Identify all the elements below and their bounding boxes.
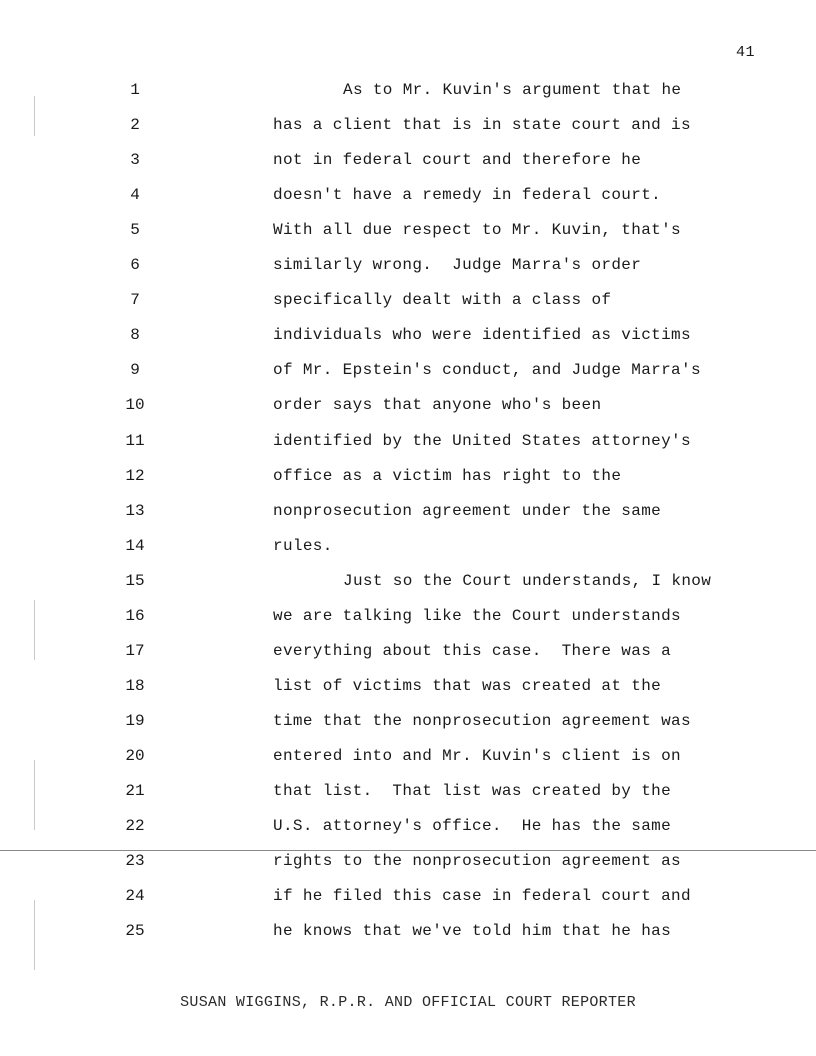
line-text: specifically dealt with a class of <box>273 291 612 310</box>
line-text: office as a victim has right to the <box>273 466 622 485</box>
line-number: 18 <box>125 676 145 695</box>
line-text: he knows that we've told him that he has <box>273 922 672 941</box>
transcript-line <box>0 571 816 606</box>
line-number: 9 <box>130 361 140 380</box>
line-text: we are talking like the Court understands <box>273 606 682 625</box>
line-number: 5 <box>130 221 140 240</box>
line-number: 21 <box>125 782 145 800</box>
line-number: 23 <box>125 852 145 871</box>
line-number: 1 <box>130 81 140 99</box>
line-text: As to Mr. Kuvin's argument that he <box>343 81 682 99</box>
transcript-line <box>0 150 816 185</box>
line-number: 16 <box>125 606 145 625</box>
transcript-line <box>0 641 816 676</box>
transcript-line <box>0 886 816 921</box>
transcript-line <box>0 921 816 956</box>
transcript-line <box>0 851 816 886</box>
transcript-line <box>0 676 816 711</box>
line-text: identified by the United States attorney's <box>273 431 691 450</box>
line-text: individuals who were identified as victims <box>273 326 691 345</box>
line-number: 7 <box>130 291 140 310</box>
transcript-line <box>0 781 816 816</box>
line-text: of Mr. Epstein's conduct, and Judge Marra's <box>273 361 701 380</box>
transcript-line <box>0 115 816 150</box>
line-number: 12 <box>125 466 145 485</box>
line-number: 19 <box>125 711 145 730</box>
transcript-line <box>0 290 816 325</box>
transcript-line <box>0 466 816 501</box>
line-number: 15 <box>125 571 145 590</box>
line-number: 25 <box>125 922 145 941</box>
transcript-line <box>0 395 816 430</box>
transcript-line <box>0 816 816 851</box>
transcript-line <box>0 606 816 641</box>
line-number: 14 <box>125 536 145 555</box>
line-text: doesn't have a remedy in federal court. <box>273 186 662 205</box>
line-text: has a client that is in state court and is <box>273 116 691 135</box>
line-text: rights to the nonprosecution agreement as <box>273 852 682 871</box>
line-number: 13 <box>125 501 145 520</box>
page-number: 41 <box>736 44 756 61</box>
line-text: list of victims that was created at the <box>273 676 662 695</box>
line-text: everything about this case. There was a <box>273 641 672 660</box>
page-divider-rule <box>0 850 816 851</box>
line-text: if he filed this case in federal court and <box>273 887 691 906</box>
line-number: 11 <box>125 431 145 450</box>
line-number: 24 <box>125 887 145 906</box>
line-text: Just so the Court understands, I know <box>343 571 712 590</box>
transcript-line <box>0 185 816 220</box>
line-text: that list. That list was created by the <box>273 782 672 800</box>
line-text: entered into and Mr. Kuvin's client is on <box>273 746 682 765</box>
transcript-line <box>0 431 816 466</box>
transcript-line <box>0 325 816 360</box>
line-text: time that the nonprosecution agreement was <box>273 711 691 730</box>
transcript-line <box>0 501 816 536</box>
transcript-line <box>0 746 816 781</box>
line-text: nonprosecution agreement under the same <box>273 501 662 520</box>
line-number: 10 <box>125 396 145 415</box>
line-number: 17 <box>125 641 145 660</box>
line-text: similarly wrong. Judge Marra's order <box>273 256 642 275</box>
court-reporter-footer: SUSAN WIGGINS, R.P.R. AND OFFICIAL COURT REPORTER <box>180 994 636 1011</box>
line-number: 8 <box>130 326 140 345</box>
line-text: U.S. attorney's office. He has the same <box>273 817 672 836</box>
line-number: 3 <box>130 151 140 170</box>
line-text: With all due respect to Mr. Kuvin, that's <box>273 221 682 240</box>
line-text: order says that anyone who's been <box>273 396 602 415</box>
transcript-line <box>0 255 816 290</box>
line-number: 20 <box>125 746 145 765</box>
transcript-line <box>0 711 816 746</box>
line-number: 22 <box>125 817 145 836</box>
line-text: rules. <box>273 536 333 555</box>
line-number: 6 <box>130 256 140 275</box>
transcript-line <box>0 536 816 571</box>
line-number: 4 <box>130 186 140 205</box>
transcript-line <box>0 80 816 115</box>
transcript-line <box>0 220 816 255</box>
line-number: 2 <box>130 116 140 135</box>
line-text: not in federal court and therefore he <box>273 151 642 170</box>
transcript-line <box>0 360 816 395</box>
